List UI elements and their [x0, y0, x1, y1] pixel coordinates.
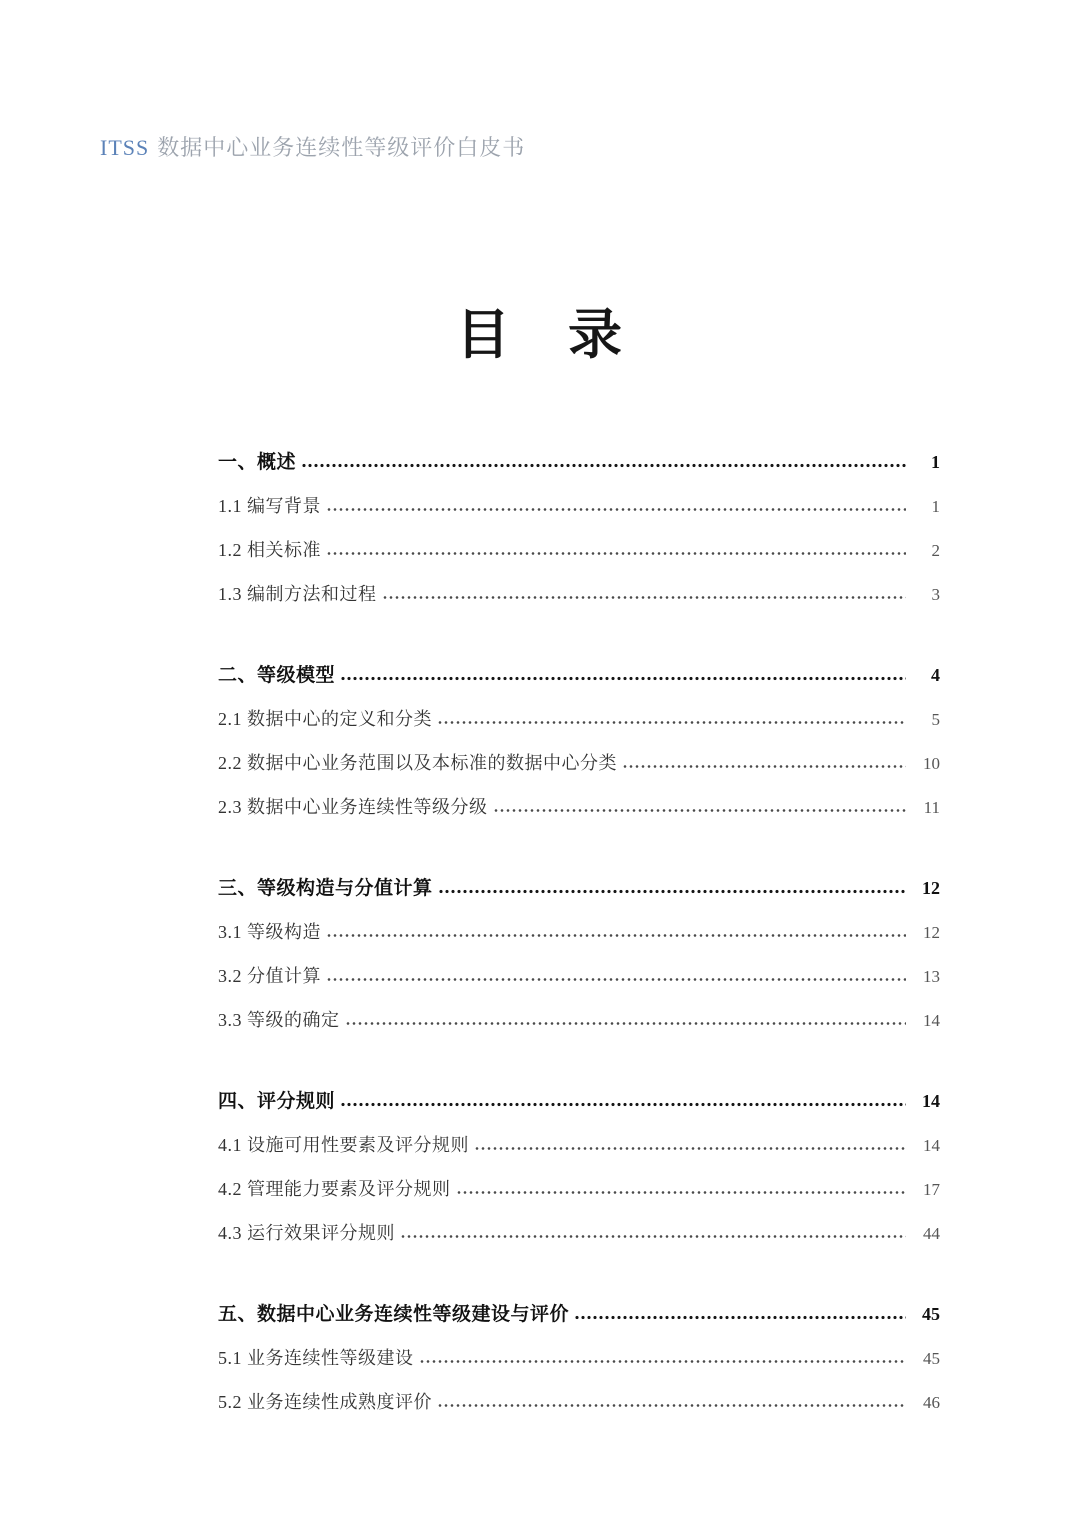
toc-entry [218, 1292, 940, 1336]
dot-leader [341, 1102, 906, 1107]
toc-entry-page: 10 [923, 754, 940, 773]
toc-entry-label: 3.1 等级构造 [218, 922, 321, 942]
dot-leader [457, 1190, 907, 1195]
toc-entry [218, 484, 940, 528]
toc-entry-label: 5.2 业务连续性成熟度评价 [218, 1392, 432, 1412]
toc-entry-page: 14 [922, 1091, 940, 1111]
toc-entry-page: 14 [923, 1011, 940, 1030]
toc-entry [218, 998, 940, 1042]
toc-entry-label: 2.3 数据中心业务连续性等级分级 [218, 797, 488, 817]
toc-entry-page: 2 [931, 541, 940, 560]
toc-entry-label: 1.2 相关标准 [218, 540, 321, 560]
toc-entry [218, 697, 940, 741]
toc-entry-page: 14 [923, 1136, 940, 1155]
document-header [100, 131, 525, 162]
toc-entry-label: 2.1 数据中心的定义和分类 [218, 709, 432, 729]
dot-leader [420, 1359, 907, 1364]
toc-entry-label: 5.1 业务连续性等级建设 [218, 1348, 414, 1368]
toc-entry-label: 一、概述 [218, 452, 297, 473]
toc-entry-label: 二、等级模型 [218, 665, 336, 686]
toc-entry-page: 11 [923, 798, 940, 817]
toc-entry [218, 1079, 940, 1123]
page-title: 目 录 [456, 305, 624, 365]
toc-entry-label: 四、评分规则 [218, 1091, 336, 1112]
toc-entry-label: 2.2 数据中心业务范围以及本标准的数据中心分类 [218, 753, 617, 773]
toc-entry [218, 866, 940, 910]
toc-entry-label: 3.2 分值计算 [218, 966, 321, 986]
toc-entry-page: 46 [923, 1393, 940, 1412]
dot-leader [327, 507, 906, 512]
toc-entry-label: 4.2 管理能力要素及评分规则 [218, 1179, 451, 1199]
toc-entry-page: 5 [931, 710, 940, 729]
toc-entry [218, 1167, 940, 1211]
table-of-contents [218, 440, 940, 1461]
toc-entry [218, 1123, 940, 1167]
toc-entry-page: 12 [922, 878, 940, 898]
dot-leader [302, 463, 906, 468]
dot-leader [383, 595, 907, 600]
toc-section-4 [218, 1079, 940, 1255]
dot-leader [475, 1146, 906, 1151]
toc-entry [218, 572, 940, 616]
dot-leader [439, 889, 906, 894]
document-header-title: 数据中心业务连续性等级评价白皮书 [157, 135, 526, 160]
toc-entry-page: 12 [923, 923, 940, 942]
brand-label: ITSS [100, 135, 150, 160]
toc-section-1 [218, 440, 940, 616]
dot-leader [438, 720, 906, 725]
toc-entry [218, 954, 940, 998]
dot-leader [575, 1315, 906, 1320]
dot-leader [327, 551, 906, 556]
toc-entry [218, 785, 940, 829]
toc-entry [218, 910, 940, 954]
toc-entry-page: 44 [923, 1224, 940, 1243]
dot-leader [494, 808, 907, 813]
dot-leader [327, 933, 906, 938]
toc-entry-label: 三、等级构造与分值计算 [218, 878, 433, 899]
toc-entry-page: 4 [931, 665, 940, 685]
toc-entry-page: 45 [922, 1304, 940, 1324]
toc-entry-label: 4.1 设施可用性要素及评分规则 [218, 1135, 469, 1155]
toc-entry-page: 3 [931, 585, 940, 604]
toc-entry [218, 1336, 940, 1380]
dot-leader [438, 1403, 906, 1408]
toc-section-5 [218, 1292, 940, 1424]
toc-entry-page: 1 [931, 497, 940, 516]
toc-entry-label: 1.3 编制方法和过程 [218, 584, 377, 604]
toc-entry-label: 4.3 运行效果评分规则 [218, 1223, 395, 1243]
dot-leader [327, 977, 906, 982]
toc-entry [218, 1380, 940, 1424]
toc-entry-label: 1.1 编写背景 [218, 496, 321, 516]
toc-entry-page: 13 [923, 967, 940, 986]
toc-entry [218, 1211, 940, 1255]
toc-entry-page: 17 [923, 1180, 940, 1199]
toc-entry [218, 741, 940, 785]
toc-entry-page: 1 [931, 452, 940, 472]
toc-entry-page: 45 [923, 1349, 940, 1368]
toc-section-3 [218, 866, 940, 1042]
dot-leader [401, 1234, 906, 1239]
dot-leader [623, 764, 906, 769]
dot-leader [341, 676, 906, 681]
dot-leader [346, 1021, 907, 1026]
toc-entry-label: 五、数据中心业务连续性等级建设与评价 [218, 1304, 570, 1325]
toc-entry [218, 440, 940, 484]
toc-section-2 [218, 653, 940, 829]
toc-entry [218, 528, 940, 572]
toc-entry-label: 3.3 等级的确定 [218, 1010, 340, 1030]
toc-entry [218, 653, 940, 697]
